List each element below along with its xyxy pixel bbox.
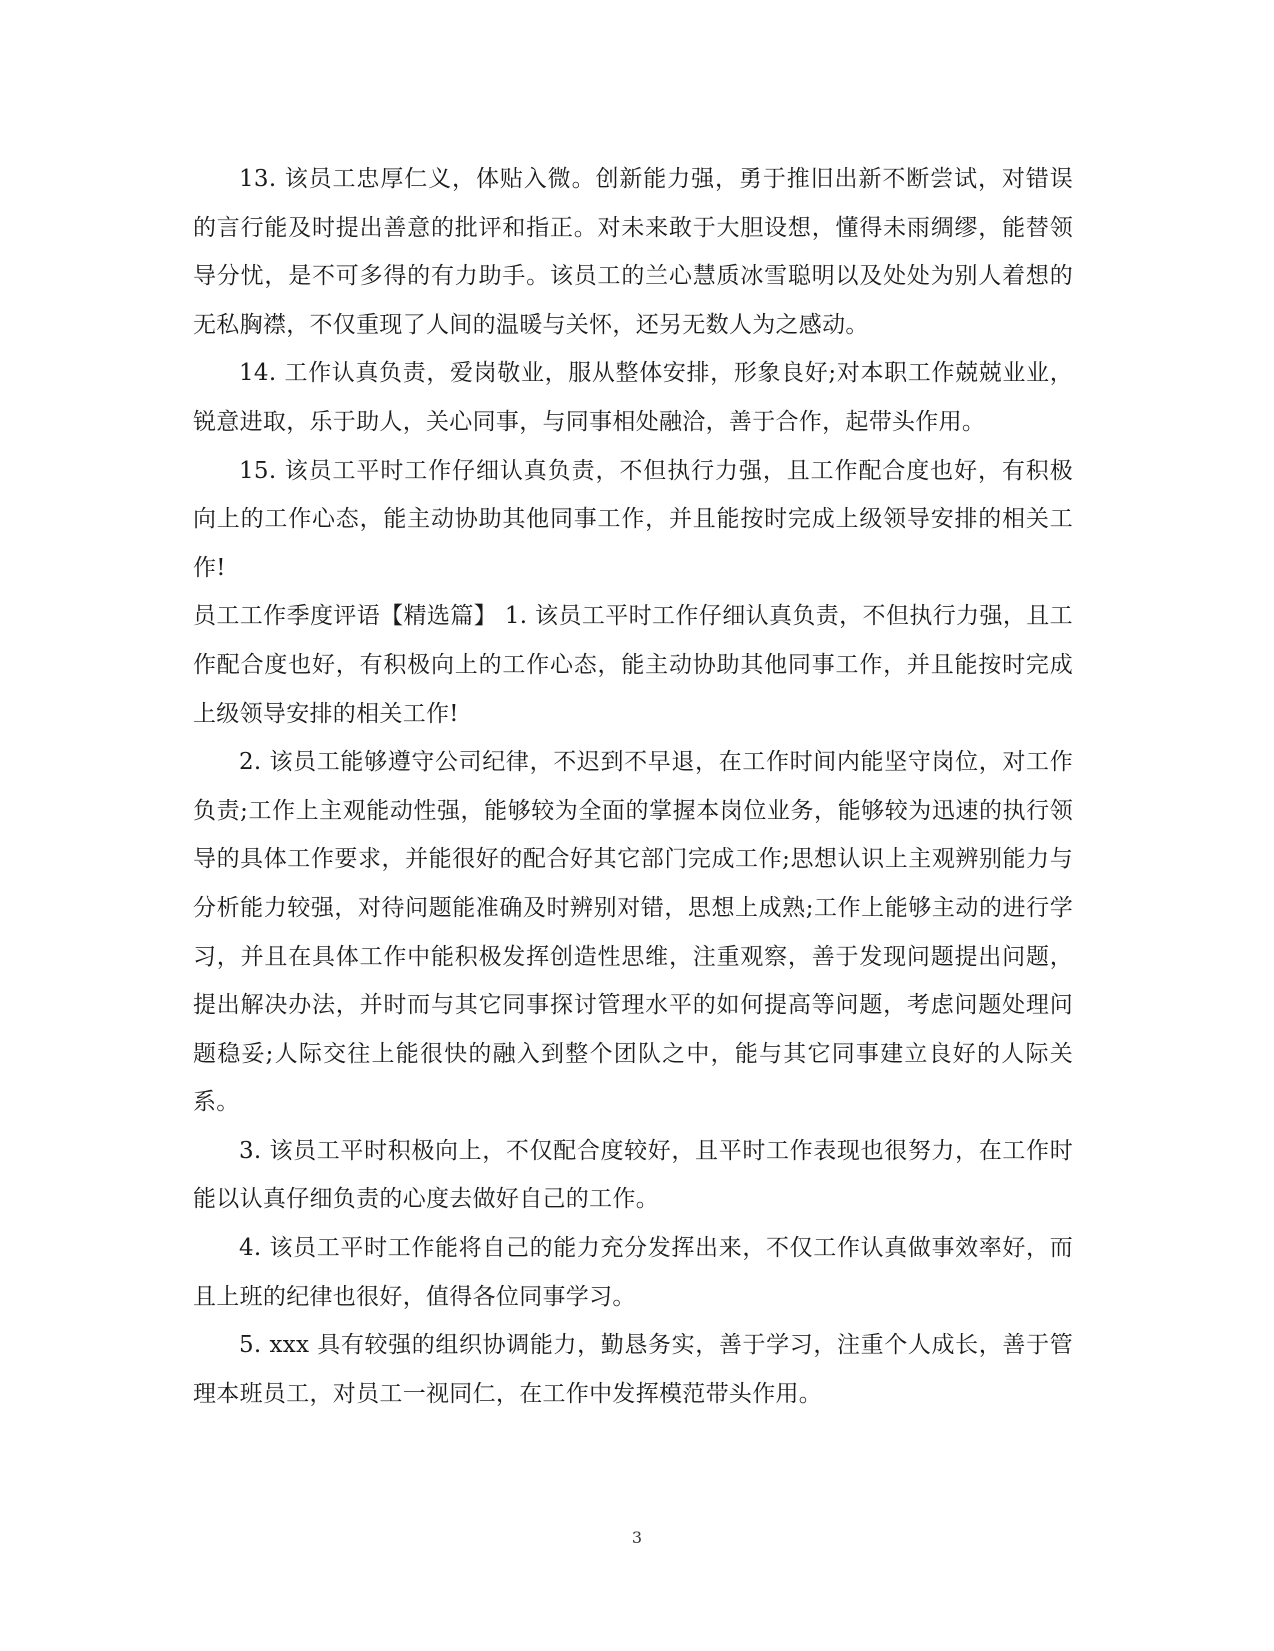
section-heading-gap	[497, 603, 505, 629]
paragraph-item-15: 15. 该员工平时工作仔细认真负责，不但执行力强，且工作配合度也好，有积极向上的工作心态，能主动协助其他同事工作，并且能按时完成上级领导安排的相关工作!	[193, 457, 1073, 581]
document-body	[193, 155, 1073, 1418]
page-number: 3	[631, 1528, 643, 1547]
paragraph-item-14: 14. 工作认真负责，爱岗敬业，服从整体安排，形象良好;对本职工作兢兢业业，锐意进取，乐于助人，关心同事，与同事相处融洽，善于合作，起带头作用。	[193, 360, 1073, 435]
paragraph-item-13: 13. 该员工忠厚仁义，体贴入微。创新能力强，勇于推旧出新不断尝试，对错误的言行能及时提出善意的批评和指正。对未来敢于大胆设想，懂得未雨绸缪，能替领导分忧，是不可多得的有力助手。该员工的兰心慧质冰雪聪明以及处处为别人着想的无私胸襟，不仅重现了人间的温暖与关怀，还另无数人为之感动。	[193, 166, 1073, 338]
section-item-1: 1. 该员工平时工作仔细认真负责，不但执行力强，且工作配合度也好，有积极向上的工作心态，能主动协助其他同事工作，并且能按时完成上级领导安排的相关工作!	[193, 603, 1073, 727]
section-item-2: 2. 该员工能够遵守公司纪律，不迟到不早退，在工作时间内能坚守岗位，对工作负责;工作上主观能动性强，能够较为全面的掌握本岗位业务，能够较为迅速的执行领导的具体工作要求，并能很好的配合好其它部门完成工作;思想认识上主观辨别能力与分析能力较强，对待问题能准确及时辨别对错，思想上成熟;工作上能够主动的进行学习，并且在具体工作中能积极发挥创造性思维，注重观察，善于发现问题提出问题，提出解决办法，并时而与其它同事探讨管理水平的如何提高等问题，考虑问题处理问题稳妥;人际交往上能很快的融入到整个团队之中，能与其它同事建立良好的人际关系。	[193, 749, 1073, 1116]
section-item-3: 3. 该员工平时积极向上，不仅配合度较好，且平时工作表现也很努力，在工作时能以认真仔细负责的心度去做好自己的工作。	[193, 1137, 1073, 1213]
section-item-4: 4. 该员工平时工作能将自己的能力充分发挥出来，不仅工作认真做事效率好，而且上班的纪律也很好，值得各位同事学习。	[193, 1235, 1073, 1310]
section-heading: 员工工作季度评语【精选篇】	[193, 603, 498, 630]
section-first-paragraph	[193, 592, 1073, 738]
section-item-5: 5. xxx 具有较强的组织协调能力，勤恳务实，善于学习，注重个人成长，善于管理本班员工，对员工一视同仁，在工作中发挥模范带头作用。	[193, 1332, 1073, 1407]
